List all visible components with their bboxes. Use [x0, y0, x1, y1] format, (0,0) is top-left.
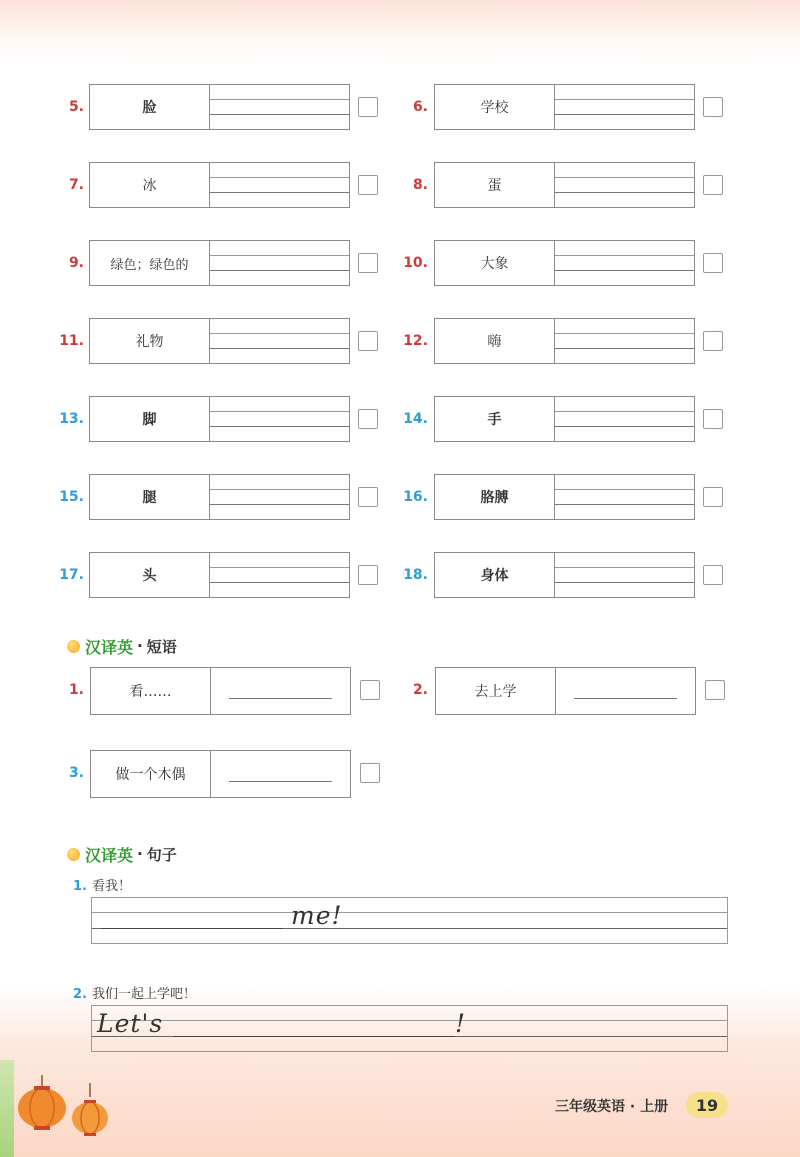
- answer-line[interactable]: [556, 668, 695, 714]
- sentence-end-mark: !: [455, 1009, 467, 1038]
- sentence-fragment: Let's: [97, 1009, 164, 1038]
- phrase-item: [0, 750, 800, 800]
- section-main-label: 汉译英: [85, 637, 134, 657]
- item-number: 11.: [59, 333, 84, 349]
- item-number: 1.: [68, 682, 84, 698]
- answer-line[interactable]: [211, 751, 350, 797]
- vocab-item: [0, 162, 800, 212]
- item-number: 17.: [59, 567, 84, 583]
- chinese-word: 礼物: [90, 319, 210, 363]
- chinese-word: 大象: [435, 241, 555, 285]
- item-number: 18.: [403, 567, 428, 583]
- bullet-icon: [67, 640, 80, 653]
- writing-lines[interactable]: [555, 397, 694, 441]
- section-sub-label: 短语: [146, 637, 177, 656]
- section-title-phrases: [67, 634, 177, 658]
- vocab-item: [0, 318, 800, 368]
- item-number: 2.: [73, 987, 87, 1002]
- section-main-label: 汉译英: [85, 845, 134, 865]
- item-number: 15.: [59, 489, 84, 505]
- chinese-word: 头: [90, 553, 210, 597]
- word-cell: [434, 318, 695, 364]
- chinese-word: 腿: [90, 475, 210, 519]
- answer-checkbox[interactable]: [703, 97, 723, 117]
- answer-checkbox[interactable]: [703, 175, 723, 195]
- item-number: 1.: [73, 879, 87, 894]
- sentence-prompt: [73, 983, 196, 1002]
- chinese-word: 学校: [435, 85, 555, 129]
- chinese-word: 手: [435, 397, 555, 441]
- word-cell: [434, 552, 695, 598]
- section-separator: ·: [137, 637, 143, 655]
- vocab-item: [0, 474, 800, 524]
- section-title-sentences: [67, 842, 177, 866]
- writing-lines[interactable]: [555, 475, 694, 519]
- chinese-word: 身体: [435, 553, 555, 597]
- book-title: 三年级英语 · 上册: [555, 1099, 669, 1115]
- chinese-word: 绿色；绿色的: [90, 241, 210, 285]
- page-top-decoration: [0, 0, 800, 60]
- chinese-phrase: 去上学: [436, 668, 556, 714]
- writing-lines[interactable]: [555, 319, 694, 363]
- vocab-item: [0, 84, 800, 134]
- chinese-word: 脚: [90, 397, 210, 441]
- writing-lines[interactable]: [555, 553, 694, 597]
- prompt-text: 我们一起上学吧！: [91, 987, 196, 1002]
- section-separator: ·: [137, 845, 143, 863]
- answer-checkbox[interactable]: [703, 331, 723, 351]
- item-number: 2.: [412, 682, 428, 698]
- answer-checkbox[interactable]: [703, 487, 723, 507]
- sentence-writing-box[interactable]: [91, 897, 728, 943]
- chinese-word: 胳膊: [435, 475, 555, 519]
- chinese-phrase: 看……: [91, 668, 211, 714]
- chinese-word: 蛋: [435, 163, 555, 207]
- item-number: 6.: [412, 99, 428, 115]
- word-cell: [434, 474, 695, 520]
- item-number: 10.: [403, 255, 428, 271]
- phrase-item: [0, 667, 800, 717]
- page-number: 19: [686, 1092, 728, 1118]
- item-number: 7.: [68, 177, 84, 193]
- sentence-prompt: [73, 875, 131, 894]
- phrase-cell: [435, 667, 696, 715]
- word-cell: [434, 240, 695, 286]
- item-number: 5.: [68, 99, 84, 115]
- chinese-phrase: 做一个木偶: [91, 751, 211, 797]
- word-cell: [434, 162, 695, 208]
- vocab-item: [0, 396, 800, 446]
- item-number: 14.: [403, 411, 428, 427]
- word-cell: [434, 84, 695, 130]
- bullet-icon: [67, 848, 80, 861]
- sentence-writing-box[interactable]: [91, 1005, 728, 1051]
- chinese-word: 冰: [90, 163, 210, 207]
- phrase-cell: [90, 750, 351, 798]
- item-number: 16.: [403, 489, 428, 505]
- vocab-item: [0, 552, 800, 602]
- section-sub-label: 句子: [146, 845, 177, 864]
- item-number: 8.: [412, 177, 428, 193]
- chinese-word: 脸: [90, 85, 210, 129]
- item-number: 3.: [68, 765, 84, 781]
- prompt-text: 看我！: [91, 879, 131, 894]
- item-number: 9.: [68, 255, 84, 271]
- vocab-item: [0, 240, 800, 290]
- answer-checkbox[interactable]: [703, 409, 723, 429]
- writing-lines[interactable]: [555, 241, 694, 285]
- chinese-word: 嗨: [435, 319, 555, 363]
- writing-lines[interactable]: [555, 85, 694, 129]
- writing-lines[interactable]: [555, 163, 694, 207]
- answer-checkbox[interactable]: [360, 763, 380, 783]
- sentence-fragment: me!: [291, 901, 343, 930]
- lanterns-illustration: [12, 1075, 112, 1150]
- answer-checkbox[interactable]: [705, 680, 725, 700]
- item-number: 13.: [59, 411, 84, 427]
- answer-checkbox[interactable]: [703, 253, 723, 273]
- answer-checkbox[interactable]: [703, 565, 723, 585]
- item-number: 12.: [403, 333, 428, 349]
- word-cell: [434, 396, 695, 442]
